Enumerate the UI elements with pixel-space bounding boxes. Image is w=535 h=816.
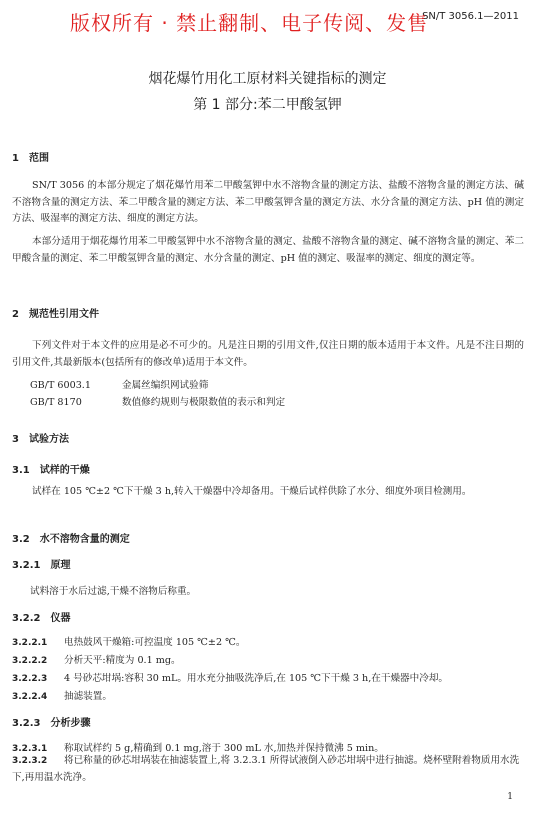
section-title: 规范性引用文件 bbox=[28, 309, 99, 320]
section-number: 3.1 bbox=[12, 465, 30, 476]
item-text: 称取试样约 5 g,精确到 0.1 mg,溶于 300 mL 水,加热并保持微沸 5 min。 bbox=[64, 743, 384, 754]
reference-code: GB/T 6003.1 bbox=[30, 380, 91, 391]
drying-paragraph: 试样在 105 ℃±2 ℃下干燥 3 h,转入干燥器中冷却备用。干燥后试样供除了水分、细度外项目检测用。 bbox=[32, 486, 472, 497]
item-text: 分析天平:精度为 0.1 mg。 bbox=[64, 655, 181, 666]
document-subtitle: 第 1 部分:苯二甲酸氢钾 bbox=[193, 97, 342, 113]
section-number: 3.2.3 bbox=[12, 718, 41, 729]
section-number: 2 bbox=[12, 309, 19, 320]
reference-item bbox=[30, 377, 208, 391]
item-text: 4 号砂芯坩埚:容积 30 mL。用水充分抽吸洗净后,在 105 ℃下干燥 3 h,在干燥器中冷却。 bbox=[64, 673, 449, 684]
item-number: 3.2.3.2 bbox=[12, 756, 48, 766]
list-item bbox=[12, 688, 112, 702]
section-number: 3.2 bbox=[12, 534, 30, 545]
section-title: 仪器 bbox=[50, 613, 71, 624]
section-title: 原理 bbox=[50, 560, 71, 571]
section-3-2-heading bbox=[12, 530, 130, 545]
section-2-heading bbox=[12, 305, 99, 320]
copyright-watermark: 版权所有 · 禁止翻制、电子传阅、发售 bbox=[70, 11, 429, 35]
section-3-2-1-heading bbox=[12, 556, 70, 571]
section-number: 1 bbox=[12, 153, 19, 164]
section-title: 试样的干燥 bbox=[39, 465, 90, 476]
item-number: 3.2.2.1 bbox=[12, 638, 48, 648]
list-item bbox=[12, 670, 448, 684]
item-text: 电热鼓风干燥箱:可控温度 105 ℃±2 ℃。 bbox=[64, 637, 246, 648]
item-number: 3.2.2.4 bbox=[12, 692, 48, 702]
list-item bbox=[12, 634, 245, 648]
item-text: 抽滤装置。 bbox=[64, 691, 112, 702]
section-3-1-heading bbox=[12, 461, 90, 476]
section-3-2-2-heading bbox=[12, 609, 70, 624]
page-number: 1 bbox=[507, 792, 513, 802]
item-text: 将已称量的砂芯坩埚装在抽滤装置上,将 3.2.3.1 所得试液倒入砂芯坩埚中进行抽滤。烧杯壁附着物质用水洗下,再用温水洗净。 bbox=[12, 755, 520, 783]
list-item bbox=[12, 740, 384, 754]
section-1-heading bbox=[12, 149, 49, 164]
list-item bbox=[12, 652, 181, 666]
section-title: 水不溶物含量的测定 bbox=[39, 534, 130, 545]
section-3-2-3-heading bbox=[12, 714, 90, 729]
principle-paragraph: 试料溶于水后过滤,干燥不溶物后称重。 bbox=[30, 586, 197, 597]
section-3-heading bbox=[12, 430, 69, 445]
section-title: 试验方法 bbox=[28, 434, 69, 445]
reference-item bbox=[30, 394, 285, 408]
list-item bbox=[12, 753, 524, 786]
scope-paragraph-2: 本部分适用于烟花爆竹用苯二甲酸氢钾中水不溶物含量的测定、盐酸不溶物含量的测定、碱不溶物含量的测定、苯二甲酸含量的测定、苯二甲酸氢钾含量的测定、水分含量的测定、pH 值的测定、吸湿率的测定、细度的测定等。 bbox=[12, 236, 524, 264]
document-title: 烟花爆竹用化工原材料关键指标的测定 bbox=[148, 71, 387, 87]
item-number: 3.2.2.3 bbox=[12, 674, 48, 684]
reference-name: 金属丝编织网试验筛 bbox=[122, 380, 209, 391]
reference-name: 数值修约规则与极限数值的表示和判定 bbox=[122, 397, 286, 408]
section-title: 分析步骤 bbox=[50, 718, 91, 729]
section-number: 3 bbox=[12, 434, 19, 445]
references-paragraph: 下列文件对于本文件的应用是必不可少的。凡是注日期的引用文件,仅注日期的版本适用于本文件。凡是不注日期的引用文件,其最新版本(包括所有的修改单)适用于本文件。 bbox=[12, 340, 524, 368]
document-number: SN/T 3056.1—2011 bbox=[422, 11, 519, 22]
item-number: 3.2.3.1 bbox=[12, 744, 48, 754]
scope-paragraph-1: SN/T 3056 的本部分规定了烟花爆竹用苯二甲酸氢钾中水不溶物含量的测定方法、盐酸不溶物含量的测定方法、碱不溶物含量的测定方法、苯二甲酸含量的测定方法、苯二甲酸氢钾含量的测定方法、水分含量的测定方法、pH 值的测定方法、吸湿率的测定方法、细度的测定方法。 bbox=[12, 180, 524, 224]
item-number: 3.2.2.2 bbox=[12, 656, 48, 666]
reference-code: GB/T 8170 bbox=[30, 397, 82, 408]
section-number: 3.2.1 bbox=[12, 560, 41, 571]
section-number: 3.2.2 bbox=[12, 613, 41, 624]
section-title: 范围 bbox=[28, 153, 49, 164]
